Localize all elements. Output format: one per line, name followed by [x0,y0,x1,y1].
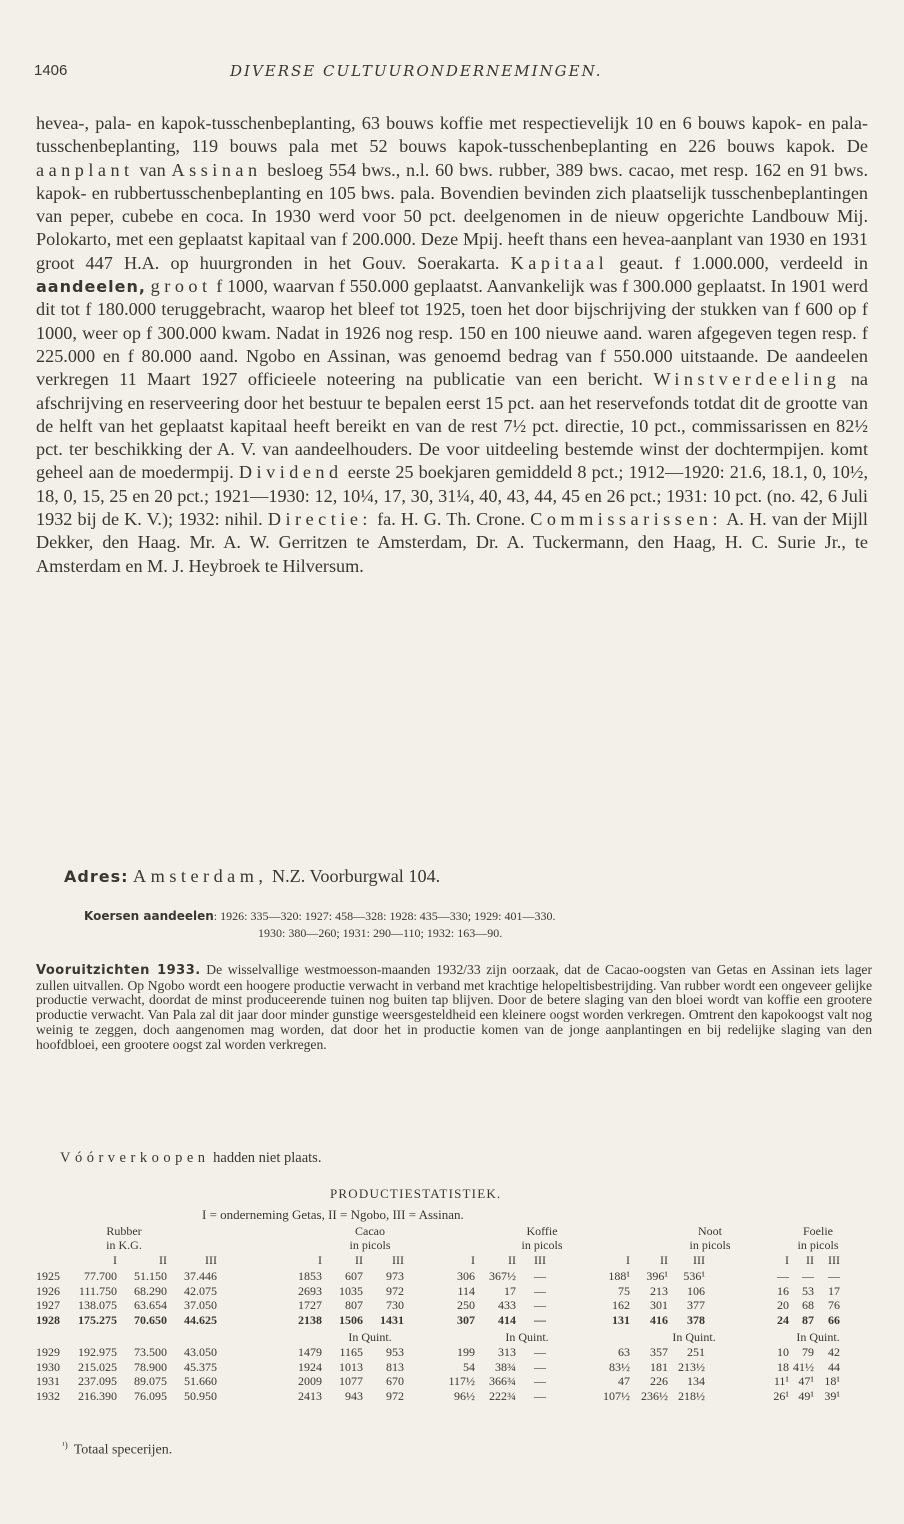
table-cell: 89.075 [134,1374,167,1389]
table-cell: 366¾ [489,1374,516,1389]
table-cell: 730 [386,1298,404,1313]
row-year: 1931 [36,1374,60,1389]
table-cell: 2693 [298,1283,322,1298]
table-cell: 416 [650,1312,668,1327]
table-cell: 38¾ [495,1359,516,1374]
column-group-unit: in K.G. [106,1238,142,1252]
table-cell: 51.150 [134,1269,167,1283]
text-run: van [133,159,172,180]
keyword-aandeelen: aandeelen, [36,277,146,297]
table-cell: 973 [386,1269,404,1283]
table-cell: 306 [457,1269,475,1283]
table-cell: 107½ [603,1388,630,1403]
table-cell: 24 [777,1312,789,1327]
table-cell: 68.290 [134,1283,167,1298]
address-street: N.Z. Voorburgwal 104. [267,866,441,886]
statistics-legend: I = onderneming Getas, II = Ngobo, III = Assinan. [202,1207,464,1222]
table-cell: 134 [687,1374,705,1389]
company-description [36,112,868,578]
text-run: f 1000, waarvan f 550.000 geplaatst. Aanvankelijk was f 300.000 geplaatst. In 1901 werd dit tot f 180.000 teruggebracht, waarop het bleef tot 1925, toen het door bijschrijving der stukken van f 600 op f 1000, weer op f 300.000 kwam. Nadat in 1926 nog resp. 150 en 100 nieuwe aand. waren afgegeven tegen resp. f 225.000 en f 80.000 aand. Ngobo en Assinan, was genoemd bedrag van f 550.000 uitstaande. De aandeelen verkregen 11 Maart 1927 officieele noteering na publicatie van een bericht. [36,276,868,390]
table-cell: 215.025 [78,1359,117,1374]
table-cell: 222¾ [489,1388,516,1403]
prospects-text: De wisselvallige westmoesson-maanden 1932/33 zijn oorzaak, dat de Cacao-oogsten van Getas en Assinan iets lager zullen uitvallen. Op Ngobo wordt een hoogere productie verwacht in verband met krachtige helopeltisbestrijding. Van rubber wordt een ongeveer gelijke productie verwacht, doordat de minst produceerende tuinen nog buiten tap blijven. Door de betere slaging van den bloei wordt van koffie een grootere productie verwacht. Van Pala zal dit jaar door minder gunstige weersgesteldheid een kleinere oogst worden verkregen. Omtrent den kapokoogst valt nog weinig te zeggen, doch aangenomen mag worden, dat door het in productie komen van de jonge aanplantingen en bij redelijke slaging van den hoofdbloei, een grootere oogst zal worden verkregen. [36,962,872,1052]
table-cell: 66 [828,1312,840,1327]
statistics-title: PRODUCTIESTATISTIEK. [330,1186,502,1201]
column-subhead: II [660,1253,668,1267]
table-cell: 377 [687,1298,705,1313]
table-cell: 813 [386,1359,404,1374]
prospects-heading: Vooruitzichten 1933. [36,963,201,978]
text-run: geaut. f 1.000.000, verdeeld in [608,252,868,273]
table-cell: 17 [504,1283,516,1298]
column-group-name: Noot [698,1224,722,1238]
column-subhead: III [392,1253,404,1267]
table-cell: — [534,1283,546,1298]
table-cell: 43.050 [184,1345,217,1359]
table-cell: 18¹ [824,1374,840,1389]
table-cell: 953 [386,1345,404,1359]
table-cell: 44 [828,1359,840,1374]
table-cell: 17 [828,1283,840,1298]
table-cell: 50.950 [184,1388,217,1403]
keyword-commissarissen: Commissarissen: [530,509,723,530]
text-run: hevea-, pala- en kapok-tusschenbeplanting, 63 bouws koffie met respectievelijk 10 en 6 bouws kapok- en pala-tusschenbeplanting, 119 bouws pala met 52 bouws kapok-tusschenbeplanting en 226 bouws kapok. De [36,113,868,157]
address-label: Adres: [64,867,129,886]
keyword-kapitaal: Kapitaal [510,252,609,273]
text-run: fa. H. G. Th. Crone. [371,509,531,530]
table-cell: 218½ [678,1388,705,1403]
table-cell: 73.500 [134,1345,167,1359]
column-subhead: I [471,1253,475,1267]
table-cell: 301 [650,1298,668,1313]
table-cell: 53 [802,1283,814,1298]
unit-change-label: In Quint. [348,1330,392,1344]
table-cell: — [777,1269,789,1283]
table-cell: 96½ [454,1388,475,1403]
table-cell: 1924 [298,1359,322,1374]
table-cell: 26¹ [773,1388,789,1403]
table-cell: 76 [828,1298,840,1313]
table-cell: — [828,1269,840,1283]
column-group-name: Cacao [355,1224,385,1238]
table-cell: 76.095 [134,1388,167,1403]
keyword-winstverdeeling: Winstverdeeling [653,369,841,390]
column-subhead: II [355,1253,363,1267]
table-cell: 670 [386,1374,404,1389]
table-cell: 41½ [793,1359,814,1374]
footnote [62,1440,172,1459]
table-cell: 192.975 [78,1345,117,1359]
column-subhead: I [318,1253,322,1267]
footnote-text: Totaal specerijen. [73,1442,173,1458]
table-cell: 63.654 [134,1298,167,1313]
table-cell: 1077 [339,1374,363,1389]
table-cell: 1479 [298,1345,322,1359]
table-cell: 1506 [339,1312,363,1327]
column-group-name: Koffie [526,1224,558,1238]
unit-change-label: In Quint. [796,1330,840,1344]
table-cell: — [534,1298,546,1313]
table-cell: 18 [777,1359,789,1374]
share-prices-row-1: : 1926: 335—320: 1927: 458—328: 1928: 435—330; 1929: 401—330. [213,909,556,923]
share-prices-label: Koersen aandeelen [84,909,214,923]
table-cell: 607 [345,1269,363,1283]
share-prices [84,908,864,942]
table-cell: 307 [457,1312,475,1327]
table-cell: 70.650 [134,1312,167,1327]
table-cell: 199 [457,1345,475,1359]
table-cell: 226 [650,1374,668,1389]
column-group-unit: in picols [349,1238,391,1252]
table-cell: 106 [687,1283,705,1298]
table-cell: — [534,1345,546,1359]
table-cell: 77.700 [84,1269,117,1283]
column-subhead: II [159,1253,167,1267]
text-run: na afschrijving en reserveering door het bestuur te bepalen eerst 15 pct. aan het reservefonds totdat dit de grootte van de helft van het geplaatst kapitaal heeft bereikt en van de rest 7½ pct. directie, 10 pct., commissarissen en 82½ pct. ter beschikking der A. V. van aandeelhouders. De voor uitdeeling bestemde winst der dochtermpijen. komt geheel aan de moedermpij. [36,369,868,483]
table-cell: 45.375 [184,1359,217,1374]
table-cell: 63 [618,1345,630,1359]
table-cell: 378 [687,1312,705,1327]
presales-keyword: Vóórverkoopen [60,1150,210,1166]
table-cell: 2413 [298,1388,322,1403]
row-year: 1932 [36,1388,60,1403]
table-cell: 188¹ [608,1269,630,1283]
column-subhead: III [828,1253,840,1267]
table-cell: — [534,1374,546,1389]
unit-change-label: In Quint. [505,1330,549,1344]
table-cell: 357 [650,1345,668,1359]
table-cell: 972 [386,1388,404,1403]
column-group-unit: in picols [521,1238,563,1252]
table-cell: 79 [802,1345,814,1359]
table-cell: 68 [802,1298,814,1313]
table-cell: 44.625 [184,1312,217,1327]
table-cell: 216.390 [78,1388,117,1403]
column-subhead: I [785,1253,789,1267]
text-run: besloeg 554 bws., n.l. 60 bws. rubber, 389 bws. cacao, met resp. 162 en 91 bws. kapok- en rubbertusschenbeplanting en 105 bws. pala. Bovendien bevinden zich plaatselijk tusschenbeplantingen van peper, cubebe en coca. In 1930 werd voor 50 pct. deelgenomen in de nieuw opgerichte Landbouw Mij. Polokarto, met een geplaatst kapitaal van f 200.000. Deze Mpij. heeft thans een hevea-aanplant van 1930 en 1931 groot 447 H.A. op huurgronden in het Gouv. Soerakarta. [36,159,868,273]
text-run: A. H. van der Mijll Dekker, den Haag. Mr. A. W. Gerritzen te Amsterdam, Dr. A. Tuckermann, den Haag, H. C. Surie Jr., te Amsterdam en M. J. Heybroek te Hilversum. [36,509,868,576]
table-cell: 20 [777,1298,789,1313]
table-cell: 111.750 [78,1283,117,1298]
table-cell: — [534,1312,546,1327]
table-cell: 943 [345,1388,363,1403]
row-year: 1926 [36,1283,60,1298]
table-cell: 114 [457,1283,475,1298]
table-cell: — [534,1359,546,1374]
keyword-aanplant: aanplant [36,159,134,180]
table-cell: 396¹ [646,1269,668,1283]
table-cell: — [802,1269,814,1283]
table-cell: 131 [612,1312,630,1327]
column-group-name: Foelie [803,1224,833,1238]
column-subhead: III [693,1253,705,1267]
table-cell: 2138 [298,1312,322,1327]
table-cell: 47¹ [798,1374,814,1389]
table-cell: 213½ [678,1359,705,1374]
row-year: 1929 [36,1345,60,1359]
page-number: 1406 [34,62,68,79]
text-run: eerste 25 boekjaren gemiddeld 8 pct.; 1912—1920: 21.6, 18.1, 0, 10½, 18, 0, 15, 25 en 20 pct.; 1921—1930: 12, 10¼, 17, 30, 31¼, 40, 43, 44, 45 en 26 pct.; 1931: 10 pct. (no. 42, 6 Juli 1932 bij de K. V.); 1932: nihil. [36,462,868,530]
table-cell: 11¹ [773,1374,789,1389]
table-cell: 117½ [448,1374,475,1389]
table-cell: 51.660 [184,1374,217,1389]
keyword-assinan: Assinan [171,159,262,180]
address-line [64,866,864,887]
column-subhead: II [508,1253,516,1267]
table-cell: 433 [498,1298,516,1313]
running-title: DIVERSE CULTUURONDERNEMINGEN. [230,62,603,80]
row-year: 1930 [36,1359,60,1374]
unit-change-label: In Quint. [672,1330,716,1344]
table-cell: 972 [386,1283,404,1298]
table-cell: 181 [650,1359,668,1374]
table-cell: 162 [612,1298,630,1313]
table-cell: 138.075 [78,1298,117,1313]
table-cell: 42.075 [184,1283,217,1298]
table-cell: 10 [777,1345,789,1359]
table-cell: 236½ [641,1388,668,1403]
table-cell: 75 [618,1283,630,1298]
presales-text: hadden niet plaats. [209,1150,322,1166]
table-cell: 251 [687,1345,705,1359]
table-cell: 175.275 [78,1312,117,1327]
column-subhead: I [626,1253,630,1267]
table-cell: 807 [345,1298,363,1313]
table-cell: 414 [498,1312,516,1327]
footnote-mark: ¹) [62,1440,68,1450]
table-cell: 1165 [339,1345,363,1359]
table-cell: 78.900 [134,1359,167,1374]
prospects-paragraph [36,963,872,1052]
table-cell: 313 [498,1345,516,1359]
column-subhead: III [205,1253,217,1267]
table-cell: 37.050 [184,1298,217,1313]
table-cell: 2009 [298,1374,322,1389]
table-cell: 83½ [609,1359,630,1374]
table-cell: 536¹ [683,1269,705,1283]
table-cell: 1853 [298,1269,322,1283]
row-year: 1925 [36,1269,60,1283]
share-prices-row-2: 1930: 380—260; 1931: 290—110; 1932: 163—90. [258,926,503,940]
table-cell: 47 [618,1374,630,1389]
table-cell: 1013 [339,1359,363,1374]
page-header [34,62,874,86]
presales-line [60,1150,860,1167]
table-cell: 250 [457,1298,475,1313]
column-group-name: Rubber [106,1224,142,1238]
row-year: 1927 [36,1298,60,1313]
table-cell: 49¹ [798,1388,814,1403]
column-subhead: III [534,1253,546,1267]
table-cell: 367½ [489,1269,516,1283]
keyword-directie: Directie: [267,509,372,530]
column-group-unit: in picols [797,1238,839,1252]
keyword-dividend: Dividend [238,462,343,483]
table-cell: 54 [463,1359,475,1374]
address-city: Amsterdam, [133,866,268,886]
table-cell: 37.446 [184,1269,217,1283]
table-cell: 39¹ [824,1388,840,1403]
table-cell: 237.095 [78,1374,117,1389]
table-cell: 42 [828,1345,840,1359]
table-cell: 1035 [339,1283,363,1298]
table-cell: 1727 [298,1298,322,1313]
table-cell: 1431 [380,1312,404,1327]
table-cell: — [534,1269,546,1283]
column-group-unit: in picols [689,1238,731,1252]
table-cell: 16 [777,1283,789,1298]
column-subhead: II [806,1253,814,1267]
table-cell: 213 [650,1283,668,1298]
table-cell: — [534,1388,546,1403]
table-cell: 87 [802,1312,814,1327]
column-subhead: I [113,1253,117,1267]
keyword-groot: groot [150,276,212,297]
row-year: 1928 [36,1312,60,1327]
